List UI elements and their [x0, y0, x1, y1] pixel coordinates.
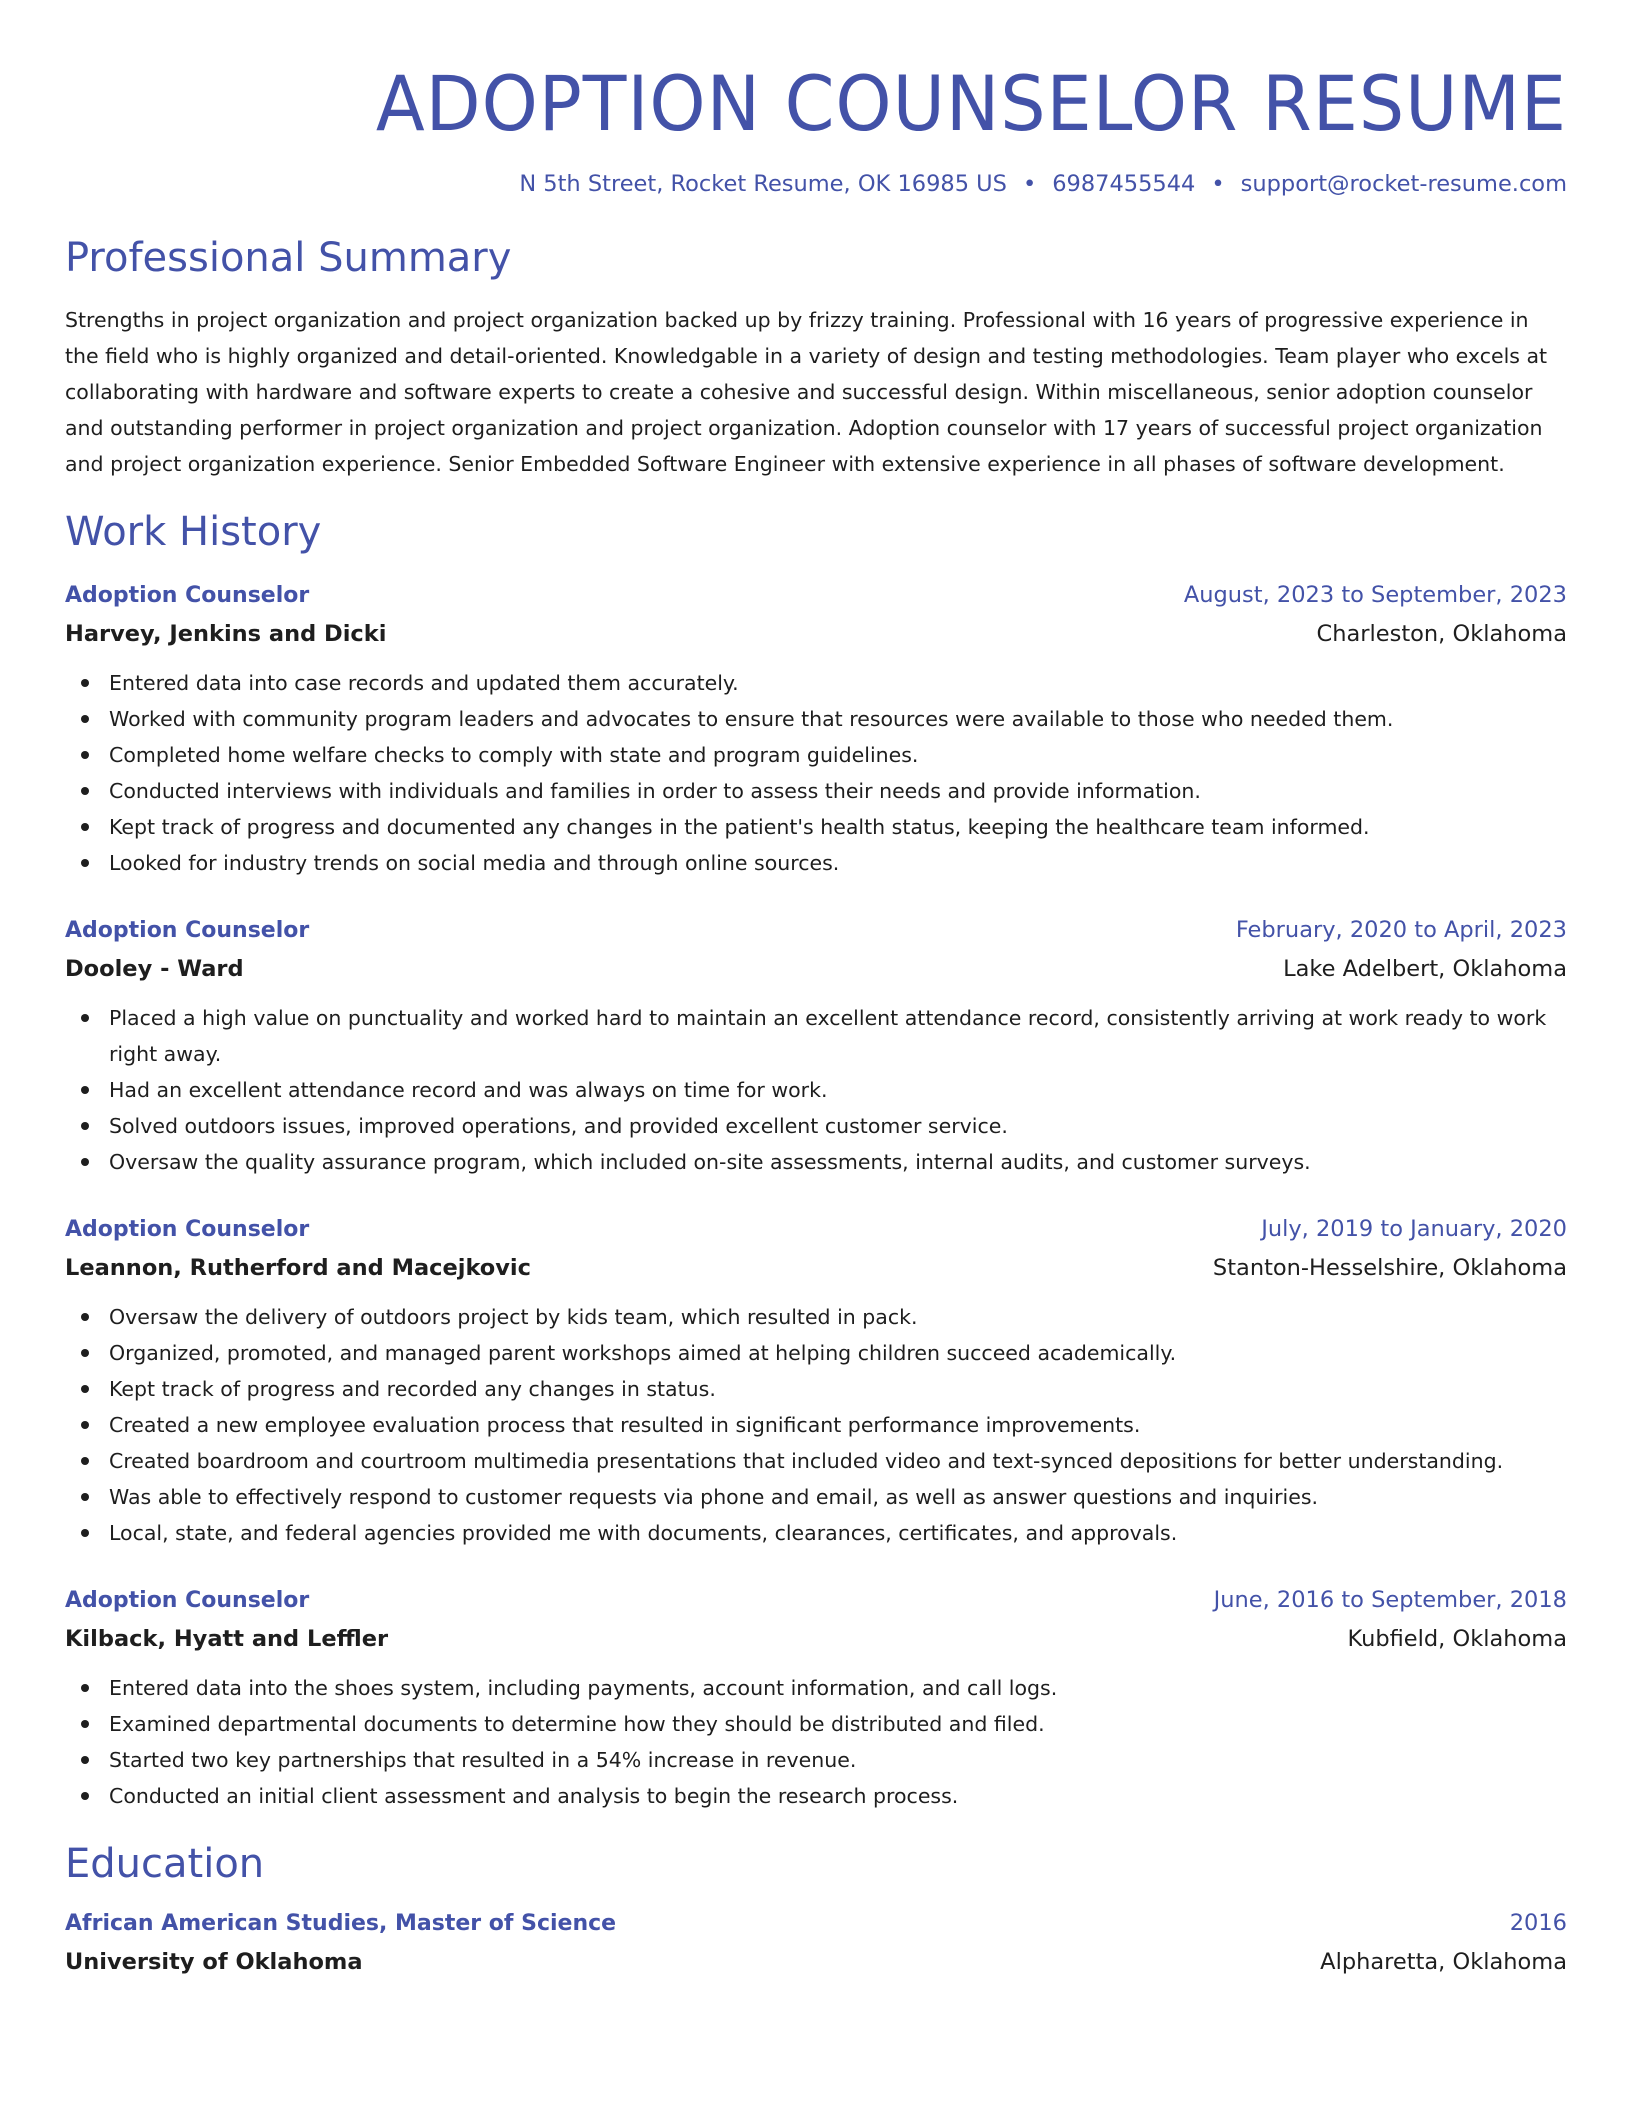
job-bullet-text: Created boardroom and courtroom multimedia presentations that included video and text-synced depositions for better understanding. — [109, 1449, 1504, 1473]
job-bullet — [65, 737, 1567, 773]
job-bullet — [65, 809, 1567, 845]
job-bullet — [65, 1706, 1567, 1742]
contact-phone: 6987455544 — [1052, 171, 1196, 197]
job-employer-row — [65, 950, 1567, 988]
job-employer: Dooley - Ward — [65, 956, 244, 982]
job-bullet — [65, 1778, 1567, 1814]
job-bullet-text: Examined departmental documents to determine how they should be distributed and filed. — [109, 1712, 1045, 1736]
edu-location: Alpharetta, Oklahoma — [1320, 1949, 1567, 1975]
job-bullet-text: Created a new employee evaluation process that resulted in significant performance improvements. — [109, 1413, 1141, 1437]
job-bullet-text: Placed a high value on punctuality and worked hard to maintain an excellent attendance record, consistently arriving at work ready to work right away. — [109, 1006, 1547, 1066]
job-bullets — [65, 1299, 1567, 1551]
summary-text: Strengths in project organization and project organization backed up by frizzy training. Professional with 16 years of progressive experience in the field who is highly organized and detail-oriented. Knowledgable in a variety of design and testing methodologies. Team player who excels at collaborating with hardware and software experts to create a cohesive and successful design. Within miscellaneous, senior adoption counselor and outstanding performer in project organization and project organization. Adoption counselor with 17 years of successful project organization and project organization experience. Senior Embedded Software Engineer with extensive experience in all phases of software development. — [65, 308, 1548, 476]
education-list — [65, 1904, 1567, 1981]
bullet-dot-icon — [81, 1421, 89, 1429]
job-entry — [65, 911, 1567, 1180]
edu-year: 2016 — [1509, 1910, 1567, 1936]
education-entry — [65, 1904, 1567, 1981]
job-dates: July, 2019 to January, 2020 — [1261, 1216, 1567, 1242]
contact-email[interactable]: support@rocket-resume.com — [1240, 171, 1567, 197]
separator-dot: • — [1022, 171, 1037, 197]
job-employer: Leannon, Rutherford and Macejkovic — [65, 1255, 531, 1281]
contact-address: N 5th Street, Rocket Resume, OK 16985 US — [519, 171, 1007, 197]
job-bullet — [65, 845, 1567, 881]
job-bullet — [65, 1108, 1567, 1144]
job-bullets — [65, 1670, 1567, 1814]
job-bullet — [65, 1407, 1567, 1443]
job-bullet — [65, 773, 1567, 809]
job-employer-row — [65, 1620, 1567, 1658]
job-bullets — [65, 1000, 1567, 1180]
job-title: Adoption Counselor — [65, 1217, 310, 1242]
job-bullet — [65, 1371, 1567, 1407]
education-heading: Education — [65, 1841, 265, 1887]
job-dates: February, 2020 to April, 2023 — [1235, 917, 1567, 943]
job-bullet-text: Started two key partnerships that resulted in a 54% increase in revenue. — [109, 1748, 857, 1772]
job-bullet — [65, 1742, 1567, 1778]
edu-school: University of Oklahoma — [65, 1949, 363, 1975]
job-dates: June, 2016 to September, 2018 — [1213, 1587, 1567, 1613]
bullet-dot-icon — [81, 1457, 89, 1465]
separator-dot: • — [1211, 171, 1225, 197]
job-bullet — [65, 701, 1567, 737]
bullet-dot-icon — [81, 679, 89, 687]
job-bullet — [65, 1443, 1567, 1479]
job-location: Kubfield, Oklahoma — [1347, 1626, 1567, 1652]
job-bullet-text: Looked for industry trends on social media and through online sources. — [109, 851, 840, 875]
job-header-row — [65, 1581, 1567, 1620]
bullet-dot-icon — [81, 1349, 89, 1357]
job-bullet — [65, 1072, 1567, 1108]
job-bullet-text: Local, state, and federal agencies provided me with documents, clearances, certificates, and approvals. — [109, 1521, 1178, 1545]
job-location: Stanton-Hesselshire, Oklahoma — [1212, 1255, 1567, 1281]
job-header-row — [65, 911, 1567, 950]
job-bullet-text: Solved outdoors issues, improved operations, and provided excellent customer service. — [109, 1114, 1008, 1138]
job-bullets — [65, 665, 1567, 881]
edu-header-row — [65, 1904, 1567, 1943]
job-bullet — [65, 1000, 1567, 1072]
job-employer-row — [65, 615, 1567, 653]
job-entry — [65, 1210, 1567, 1551]
edu-degree: African American Studies, Master of Science — [65, 1911, 617, 1936]
bullet-dot-icon — [81, 1756, 89, 1764]
job-title: Adoption Counselor — [65, 918, 310, 943]
bullet-dot-icon — [81, 1385, 89, 1393]
job-bullet-text: Completed home welfare checks to comply with state and program guidelines. — [109, 743, 919, 767]
job-employer-row — [65, 1249, 1567, 1287]
job-bullet-text: Conducted interviews with individuals and families in order to assess their needs and provide information. — [109, 779, 1201, 803]
job-bullet — [65, 1299, 1567, 1335]
bullet-dot-icon — [81, 1684, 89, 1692]
work-history-heading: Work History — [65, 509, 322, 555]
job-bullet-text: Conducted an initial client assessment and analysis to begin the research process. — [109, 1784, 959, 1808]
bullet-dot-icon — [81, 1313, 89, 1321]
job-bullet-text: Entered data into case records and updated them accurately. — [109, 671, 739, 695]
job-header-row — [65, 1210, 1567, 1249]
bullet-dot-icon — [81, 787, 89, 795]
edu-school-row — [65, 1943, 1567, 1981]
job-bullet-text: Entered data into the shoes system, including payments, account information, and call logs. — [109, 1676, 1058, 1700]
job-location: Lake Adelbert, Oklahoma — [1283, 956, 1567, 982]
job-title: Adoption Counselor — [65, 583, 310, 608]
bullet-dot-icon — [81, 1158, 89, 1166]
job-entry — [65, 576, 1567, 881]
job-bullet-text: Worked with community program leaders and advocates to ensure that resources were available to those who needed them. — [109, 707, 1394, 731]
job-bullet-text: Organized, promoted, and managed parent workshops aimed at helping children succeed academically. — [109, 1341, 1177, 1365]
bullet-dot-icon — [81, 751, 89, 759]
bullet-dot-icon — [81, 1122, 89, 1130]
job-title: Adoption Counselor — [65, 1588, 310, 1613]
job-bullet-text: Was able to effectively respond to customer requests via phone and email, as well as answer questions and inquiries. — [109, 1485, 1319, 1509]
job-dates: August, 2023 to September, 2023 — [1183, 582, 1567, 608]
bullet-dot-icon — [81, 1720, 89, 1728]
job-employer: Kilback, Hyatt and Leffler — [65, 1626, 389, 1652]
bullet-dot-icon — [81, 715, 89, 723]
job-bullet — [65, 1670, 1567, 1706]
job-bullet — [65, 665, 1567, 701]
job-bullet-text: Kept track of progress and documented any changes in the patient's health status, keeping the healthcare team informed. — [109, 815, 1370, 839]
job-bullet-text: Kept track of progress and recorded any changes in status. — [109, 1377, 716, 1401]
job-location: Charleston, Oklahoma — [1316, 621, 1567, 647]
bullet-dot-icon — [81, 1086, 89, 1094]
bullet-dot-icon — [81, 823, 89, 831]
bullet-dot-icon — [81, 1014, 89, 1022]
resume-title: ADOPTION COUNSELOR RESUME — [375, 59, 1568, 148]
bullet-dot-icon — [81, 1493, 89, 1501]
bullet-dot-icon — [81, 1529, 89, 1537]
job-bullet — [65, 1335, 1567, 1371]
contact-line — [65, 168, 1567, 200]
job-bullet — [65, 1515, 1567, 1551]
jobs-list — [65, 576, 1567, 1814]
job-bullet-text: Oversaw the quality assurance program, which included on-site assessments, internal audits, and customer surveys. — [109, 1150, 1311, 1174]
job-employer: Harvey, Jenkins and Dicki — [65, 621, 387, 647]
job-bullet — [65, 1144, 1567, 1180]
job-bullet-text: Had an excellent attendance record and was always on time for work. — [109, 1078, 828, 1102]
bullet-dot-icon — [81, 1792, 89, 1800]
job-entry — [65, 1581, 1567, 1814]
summary-heading: Professional Summary — [65, 235, 512, 281]
job-bullet — [65, 1479, 1567, 1515]
job-header-row — [65, 576, 1567, 615]
bullet-dot-icon — [81, 859, 89, 867]
job-bullet-text: Oversaw the delivery of outdoors project by kids team, which resulted in pack. — [109, 1305, 918, 1329]
